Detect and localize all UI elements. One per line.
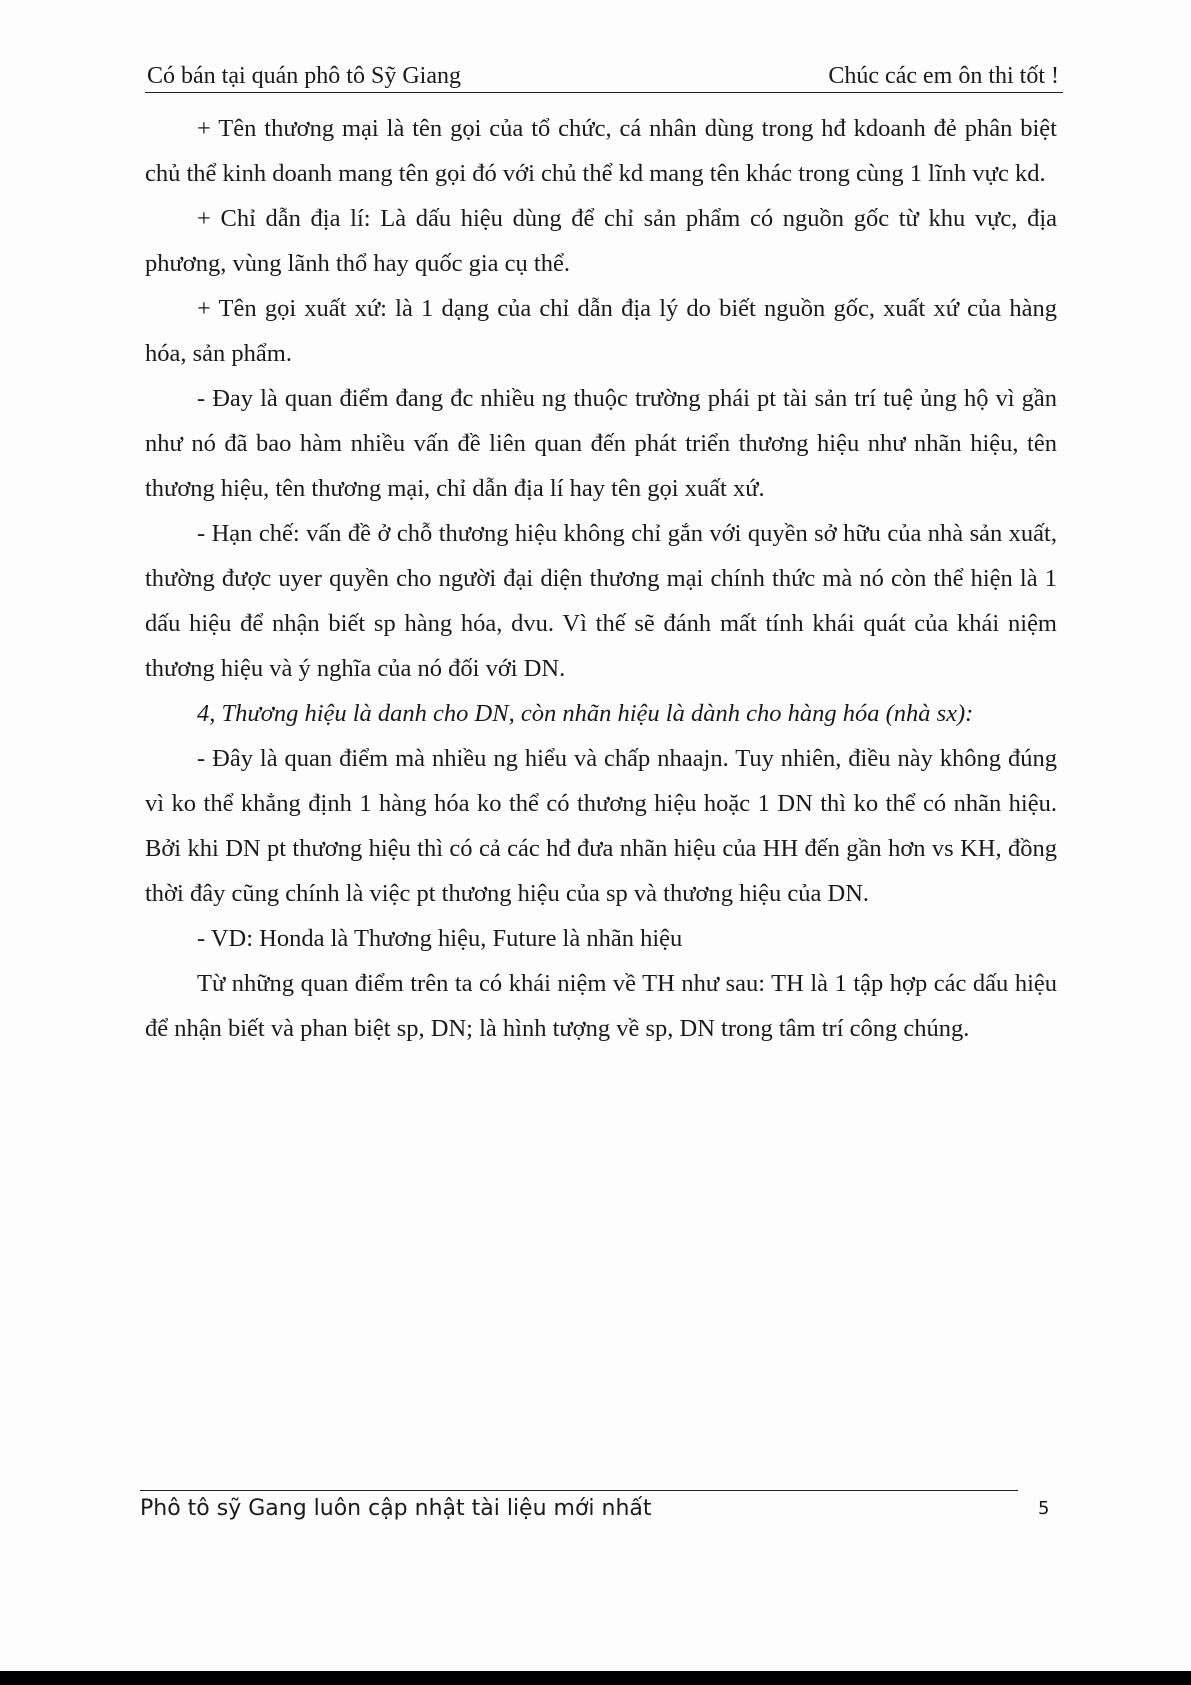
page-header [145,56,1063,93]
paragraph-example: - VD: Honda là Thương hiệu, Future là nhãn hiệu [197,925,683,952]
paragraph-trade-name: + Tên thương mại là tên gọi của tổ chức, cá nhân dùng trong hđ kdoanh đẻ phân biệt chủ thể kinh doanh mang tên gọi đó với chủ thể kd mang tên khác trong cùng 1 lĩnh vực kd. [145,115,1057,187]
footer-divider [140,1490,1018,1491]
header-left-text: Có bán tại quán phô tô Sỹ Giang [147,63,461,89]
paragraph-definition: Từ những quan điểm trên ta có khái niệm về TH như sau: TH là 1 tập hợp các dấu hiệu để nhận biết và phan biệt sp, DN; là hình tượng về sp, DN trong tâm trí công chúng. [145,970,1057,1042]
header-right-text: Chúc các em ôn thi tốt ! [828,63,1059,89]
paragraph-geographical-indication: + Chỉ dẫn địa lí: Là dấu hiệu dùng để chỉ sản phẩm có nguồn gốc từ khu vực, địa phương, vùng lãnh thổ hay quốc gia cụ thể. [145,205,1057,277]
paragraph-viewpoint-support: - Đay là quan điểm đang đc nhiều ng thuộc trường phái pt tài sản trí tuệ ủng hộ vì gần như nó đã bao hàm nhiều vấn đề liên quan đến phát triển thương hiệu như nhãn hiệu, tên thương hiệu, tên thương mại, chỉ dẫn địa lí hay tên gọi xuất xứ. [145,385,1057,502]
page-number: 5 [1038,1498,1050,1519]
scan-edge-band [0,1671,1191,1685]
section-heading-4: 4, Thương hiệu là danh cho DN, còn nhãn hiệu là dành cho hàng hóa (nhà sx): [197,700,974,727]
paragraph-appellation-of-origin: + Tên gọi xuất xứ: là 1 dạng của chỉ dẫn địa lý do biết nguồn gốc, xuất xứ của hàng hóa, sản phẩm. [145,295,1057,367]
footer-text: Phô tô sỹ Gang luôn cập nhật tài liệu mới nhất [140,1496,652,1521]
document-body [145,106,1057,1051]
paragraph-viewpoint-common: - Đây là quan điểm mà nhiều ng hiểu và chấp nhaajn. Tuy nhiên, điều này không đúng vì ko thể khẳng định 1 hàng hóa ko thể có thương hiệu hoặc 1 DN thì ko thể có nhãn hiệu. Bởi khi DN pt thương hiệu thì có cả các hđ đưa nhãn hiệu của HH đến gần hơn vs KH, đồng thời đây cũng chính là việc pt thương hiệu của sp và thương hiệu của DN. [145,745,1057,907]
paragraph-limitation: - Hạn chế: vấn đề ở chỗ thương hiệu không chỉ gắn với quyền sở hữu của nhà sản xuất, thường được uyer quyền cho người đại diện thương mại chính thức mà nó còn thể hiện là 1 dấu hiệu để nhận biết sp hàng hóa, dvu. Vì thế sẽ đánh mất tính khái quát của khái niệm thương hiệu và ý nghĩa của nó đối với DN. [145,520,1057,682]
